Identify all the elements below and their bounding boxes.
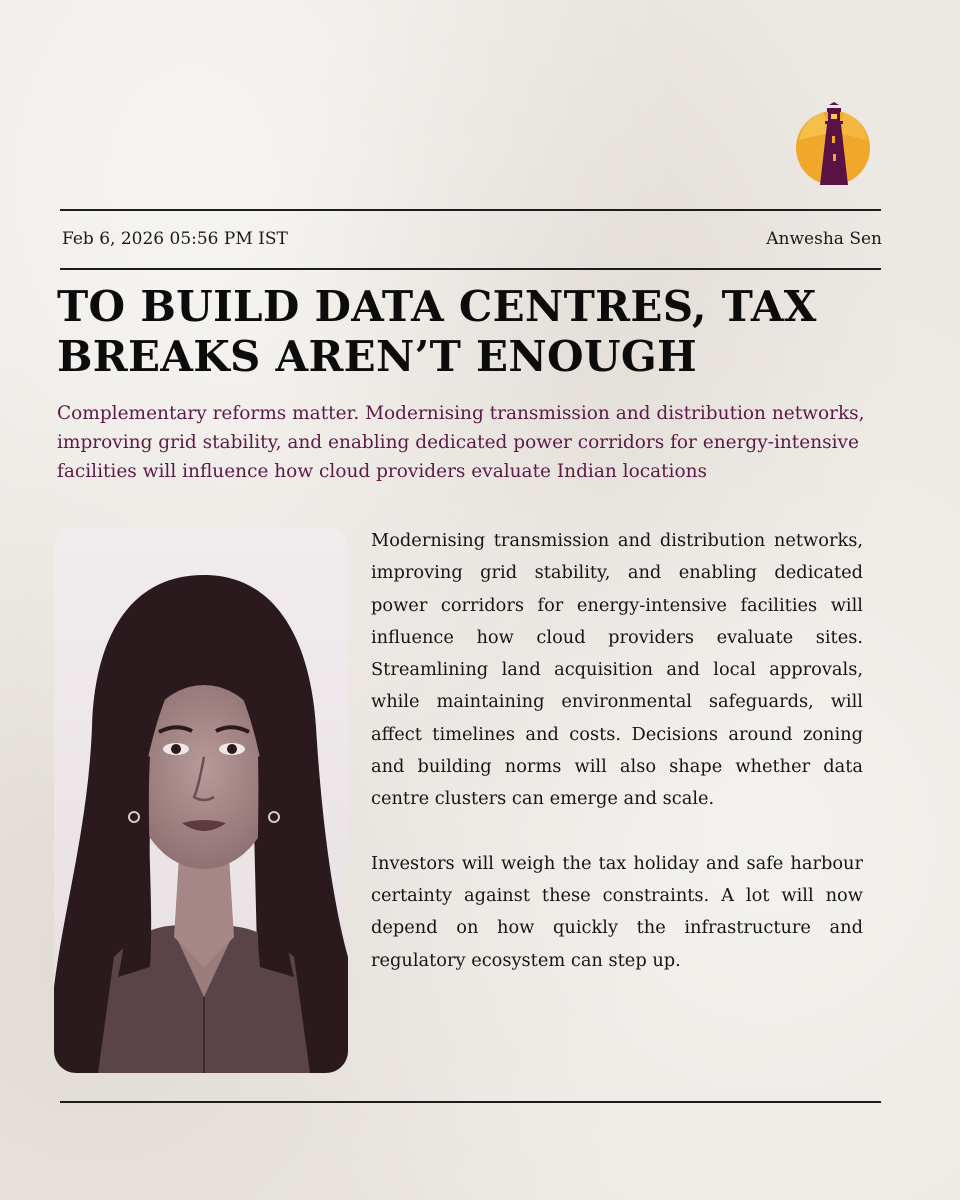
author-portrait <box>54 527 348 1073</box>
author-name: Anwesha Sen <box>766 229 882 249</box>
lighthouse-logo-icon <box>793 102 873 186</box>
article-headline: TO BUILD DATA CENTRES, TAX BREAKS AREN’T ENOUGH <box>57 282 817 381</box>
top-divider <box>60 209 881 211</box>
article-subhead: Complementary reforms matter. Modernising transmission and distribution networks, improving grid stability, and enabling dedicated power corridors for energy-intensive facilities will influence how cloud providers evaluate Indian locations <box>57 403 865 482</box>
body-paragraph-2: Investors will weigh the tax holiday and safe harbour certainty against these constraints. A lot will now depend on how quickly the infrastructure and regulatory ecosystem can step up. <box>371 852 863 971</box>
publish-date: Feb 6, 2026 05:56 PM IST <box>62 229 288 249</box>
header-divider <box>60 268 881 270</box>
article-body <box>371 525 863 1009</box>
body-paragraph-1: Modernising transmission and distribution networks, improving grid stability, and enabling dedicated power corridors for energy-intensive facilities will influence how cloud providers evaluate sites. Streamlining land acquisition and local approvals, while maintaining environmental safeguards, will affect timelines and costs. Decisions around zoning and building norms will also shape whether data centre clusters can emerge and scale. <box>371 530 863 810</box>
bottom-divider <box>60 1101 881 1103</box>
